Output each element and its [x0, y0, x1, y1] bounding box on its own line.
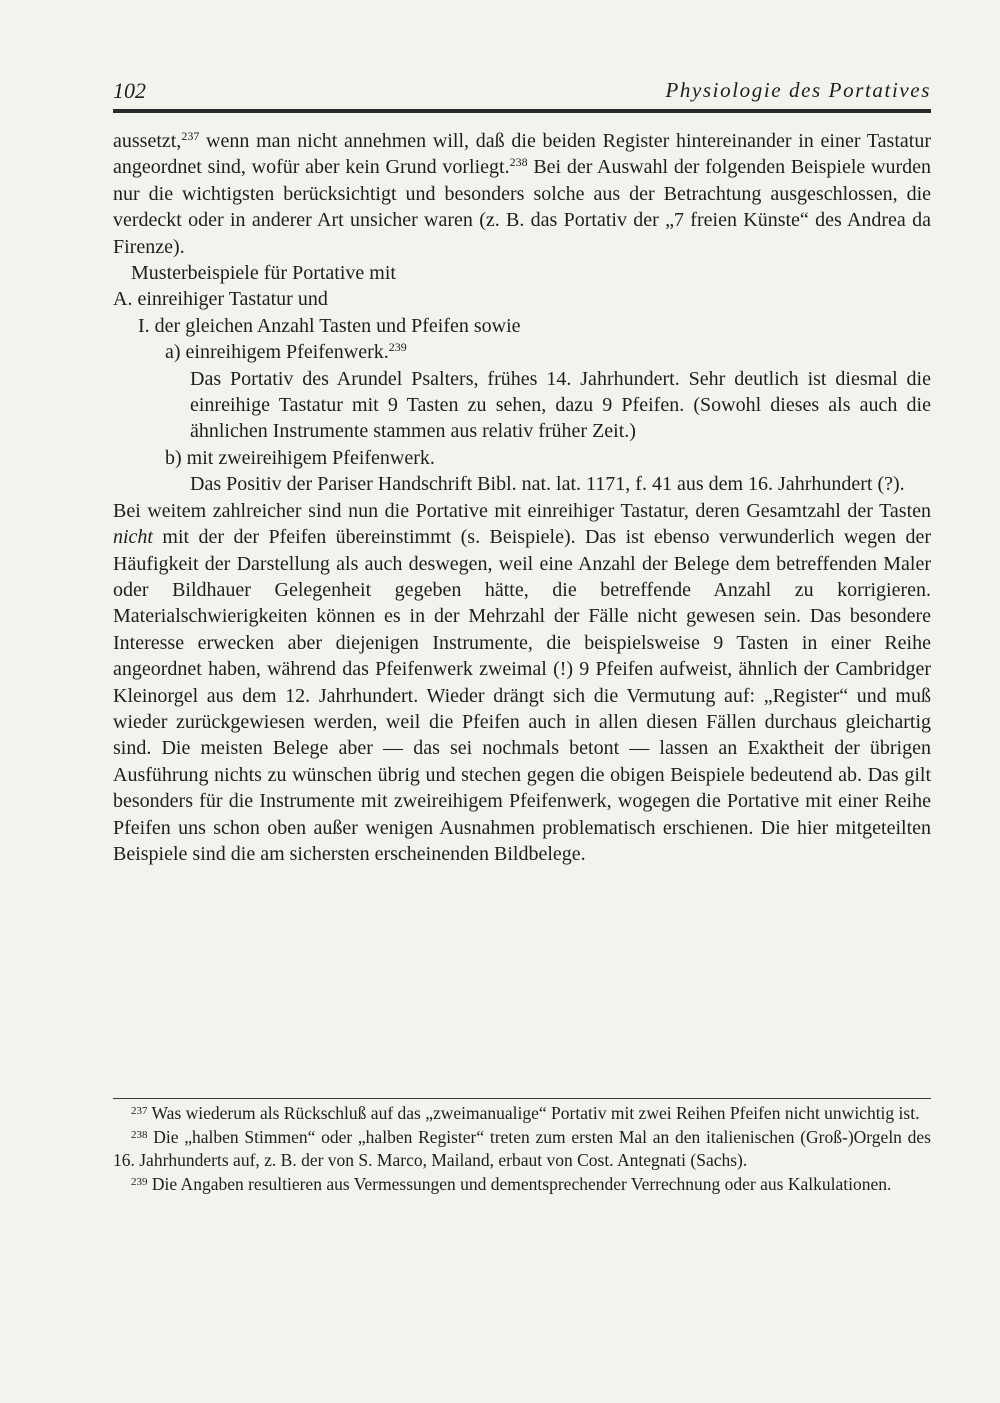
page-number: 102: [113, 78, 146, 103]
heading-a: A. einreihiger Tastatur und: [113, 288, 328, 311]
paragraph-2: [113, 498, 931, 868]
page-header: [113, 78, 931, 108]
footnote-number: 238: [131, 1128, 148, 1141]
footnote-text: Die „halben Stimmen“ oder „halben Register“ treten zum ersten Mal an den italienischen (Groß-)Orgeln des 16. Jahrhunderts auf, z. B. der von S. Marco, Mailand, erbaut von Cost. Antegnati (Sachs).: [113, 1126, 931, 1171]
header-rule: [113, 109, 931, 113]
heading-a-sub: [113, 339, 931, 365]
footnote-237: [113, 1102, 931, 1126]
paragraph-1-text-b: wenn man nicht annehmen will, daß die beiden Register hintereinander in einer Tastatur angeordnet sind, wofür aber kein Grund vorliegt.: [113, 130, 931, 179]
footnote-239: [113, 1173, 931, 1197]
example-pariser-handschrift: Das Positiv der Pariser Handschrift Bibl. nat. lat. 1171, f. 41 aus dem 16. Jahrhundert (?).: [190, 473, 905, 496]
paragraph-1: [113, 128, 931, 260]
footnote-number: 239: [131, 1176, 148, 1189]
section-heading: Musterbeispiele für Portative mit: [131, 262, 396, 285]
footnote-text: Was wiederum als Rückschluß auf das „zweimanualige“ Portativ mit zwei Reihen Pfeifen nicht unwichtig ist.: [147, 1103, 920, 1123]
heading-i: I. der gleichen Anzahl Tasten und Pfeifen sowie: [138, 314, 521, 337]
footnote-ref-237: 237: [181, 129, 200, 143]
paragraph-1-text-c: Bei der Auswahl der folgenden Beispiele wurden nur die wichtigsten berücksichtigt und besonders solche aus der Betrachtung ausgeschlossen, die verdeckt oder in anderer Art unsicher waren (z. B. das Portativ der „7 freien Künste“ des Andrea da Firenze).: [113, 156, 932, 258]
footnote-ref-238: 238: [509, 155, 528, 170]
paragraph-1-text-a: aussetzt,: [113, 130, 182, 152]
footnotes: [113, 1102, 931, 1197]
paragraph-2-text-a: Bei weitem zahlreicher sind nun die Portative mit einreihiger Tastatur, deren Gesamtzahl der Tasten: [113, 499, 931, 522]
heading-a-sub-text: a) einreihigem Pfeifenwerk.: [165, 341, 389, 364]
footnote-number: 237: [131, 1105, 148, 1117]
paragraph-2-emphasis: nicht: [113, 526, 153, 549]
running-title: Physiologie des Portatives: [665, 78, 931, 102]
footnote-238: [113, 1126, 931, 1173]
footnote-text: Die Angaben resultieren aus Vermessungen und dementsprechender Verrechnung oder aus Kalkulationen.: [147, 1174, 892, 1195]
heading-b-sub: b) mit zweireihigem Pfeifenwerk.: [165, 446, 435, 469]
paragraph-2-text-b: mit der der Pfeifen übereinstimmt (s. Beispiele). Das ist ebenso verwunderlich wegen der Häufigkeit der Darstellung als auch deswegen, weil eine Anzahl der Belege dem betreffenden Maler oder Bildhauer Gelegenheit gegeben hätte, die betreffende Anzahl zu korrigieren. Materialschwierigkeiten können es in der Mehrzahl der Fälle nicht gewesen sein. Das besondere Interesse erwecken aber diejenigen Instrumente, die beispielsweise 9 Tasten in einer Reihe angeordnet haben, während das Pfeifenwerk zweimal (!) 9 Pfeifen aufweist, ähnlich der Cambridger Kleinorgel aus dem 12. Jahrhundert. Wieder drängt sich die Vermutung auf: „Register“ und muß wieder zurückgewiesen werden, weil die Pfeifen auch in allen diesen Fällen durchaus gleichartig sind. Die meisten Belege aber — das sei nochmals betont — lassen an Exaktheit der übrigen Ausführung nichts zu wünschen übrig und stechen gegen die obigen Beispiele bedeutend ab. Das gilt besonders für die Instrumente mit zweireihigem Pfeifenwerk, wogegen die Portative mit einer Reihe Pfeifen uns schon oben außer wenigen Ausnahmen problematisch erschienen. Die hier mitgeteilten Beispiele sind die am sichersten erscheinenden Bildbelege.: [113, 526, 931, 865]
footnote-ref-239: 239: [388, 340, 407, 355]
footnote-rule: [113, 1098, 931, 1099]
example-arundel-psalter: Das Portativ des Arundel Psalters, frühes 14. Jahrhundert. Sehr deutlich ist diesmal die einreihige Tastatur mit 9 Tasten zu sehen, dazu 9 Pfeifen. (Sowohl dieses als auch die ähnlichen Instrumente stammen aus relativ früher Zeit.): [190, 367, 931, 443]
body-text: [113, 128, 931, 867]
